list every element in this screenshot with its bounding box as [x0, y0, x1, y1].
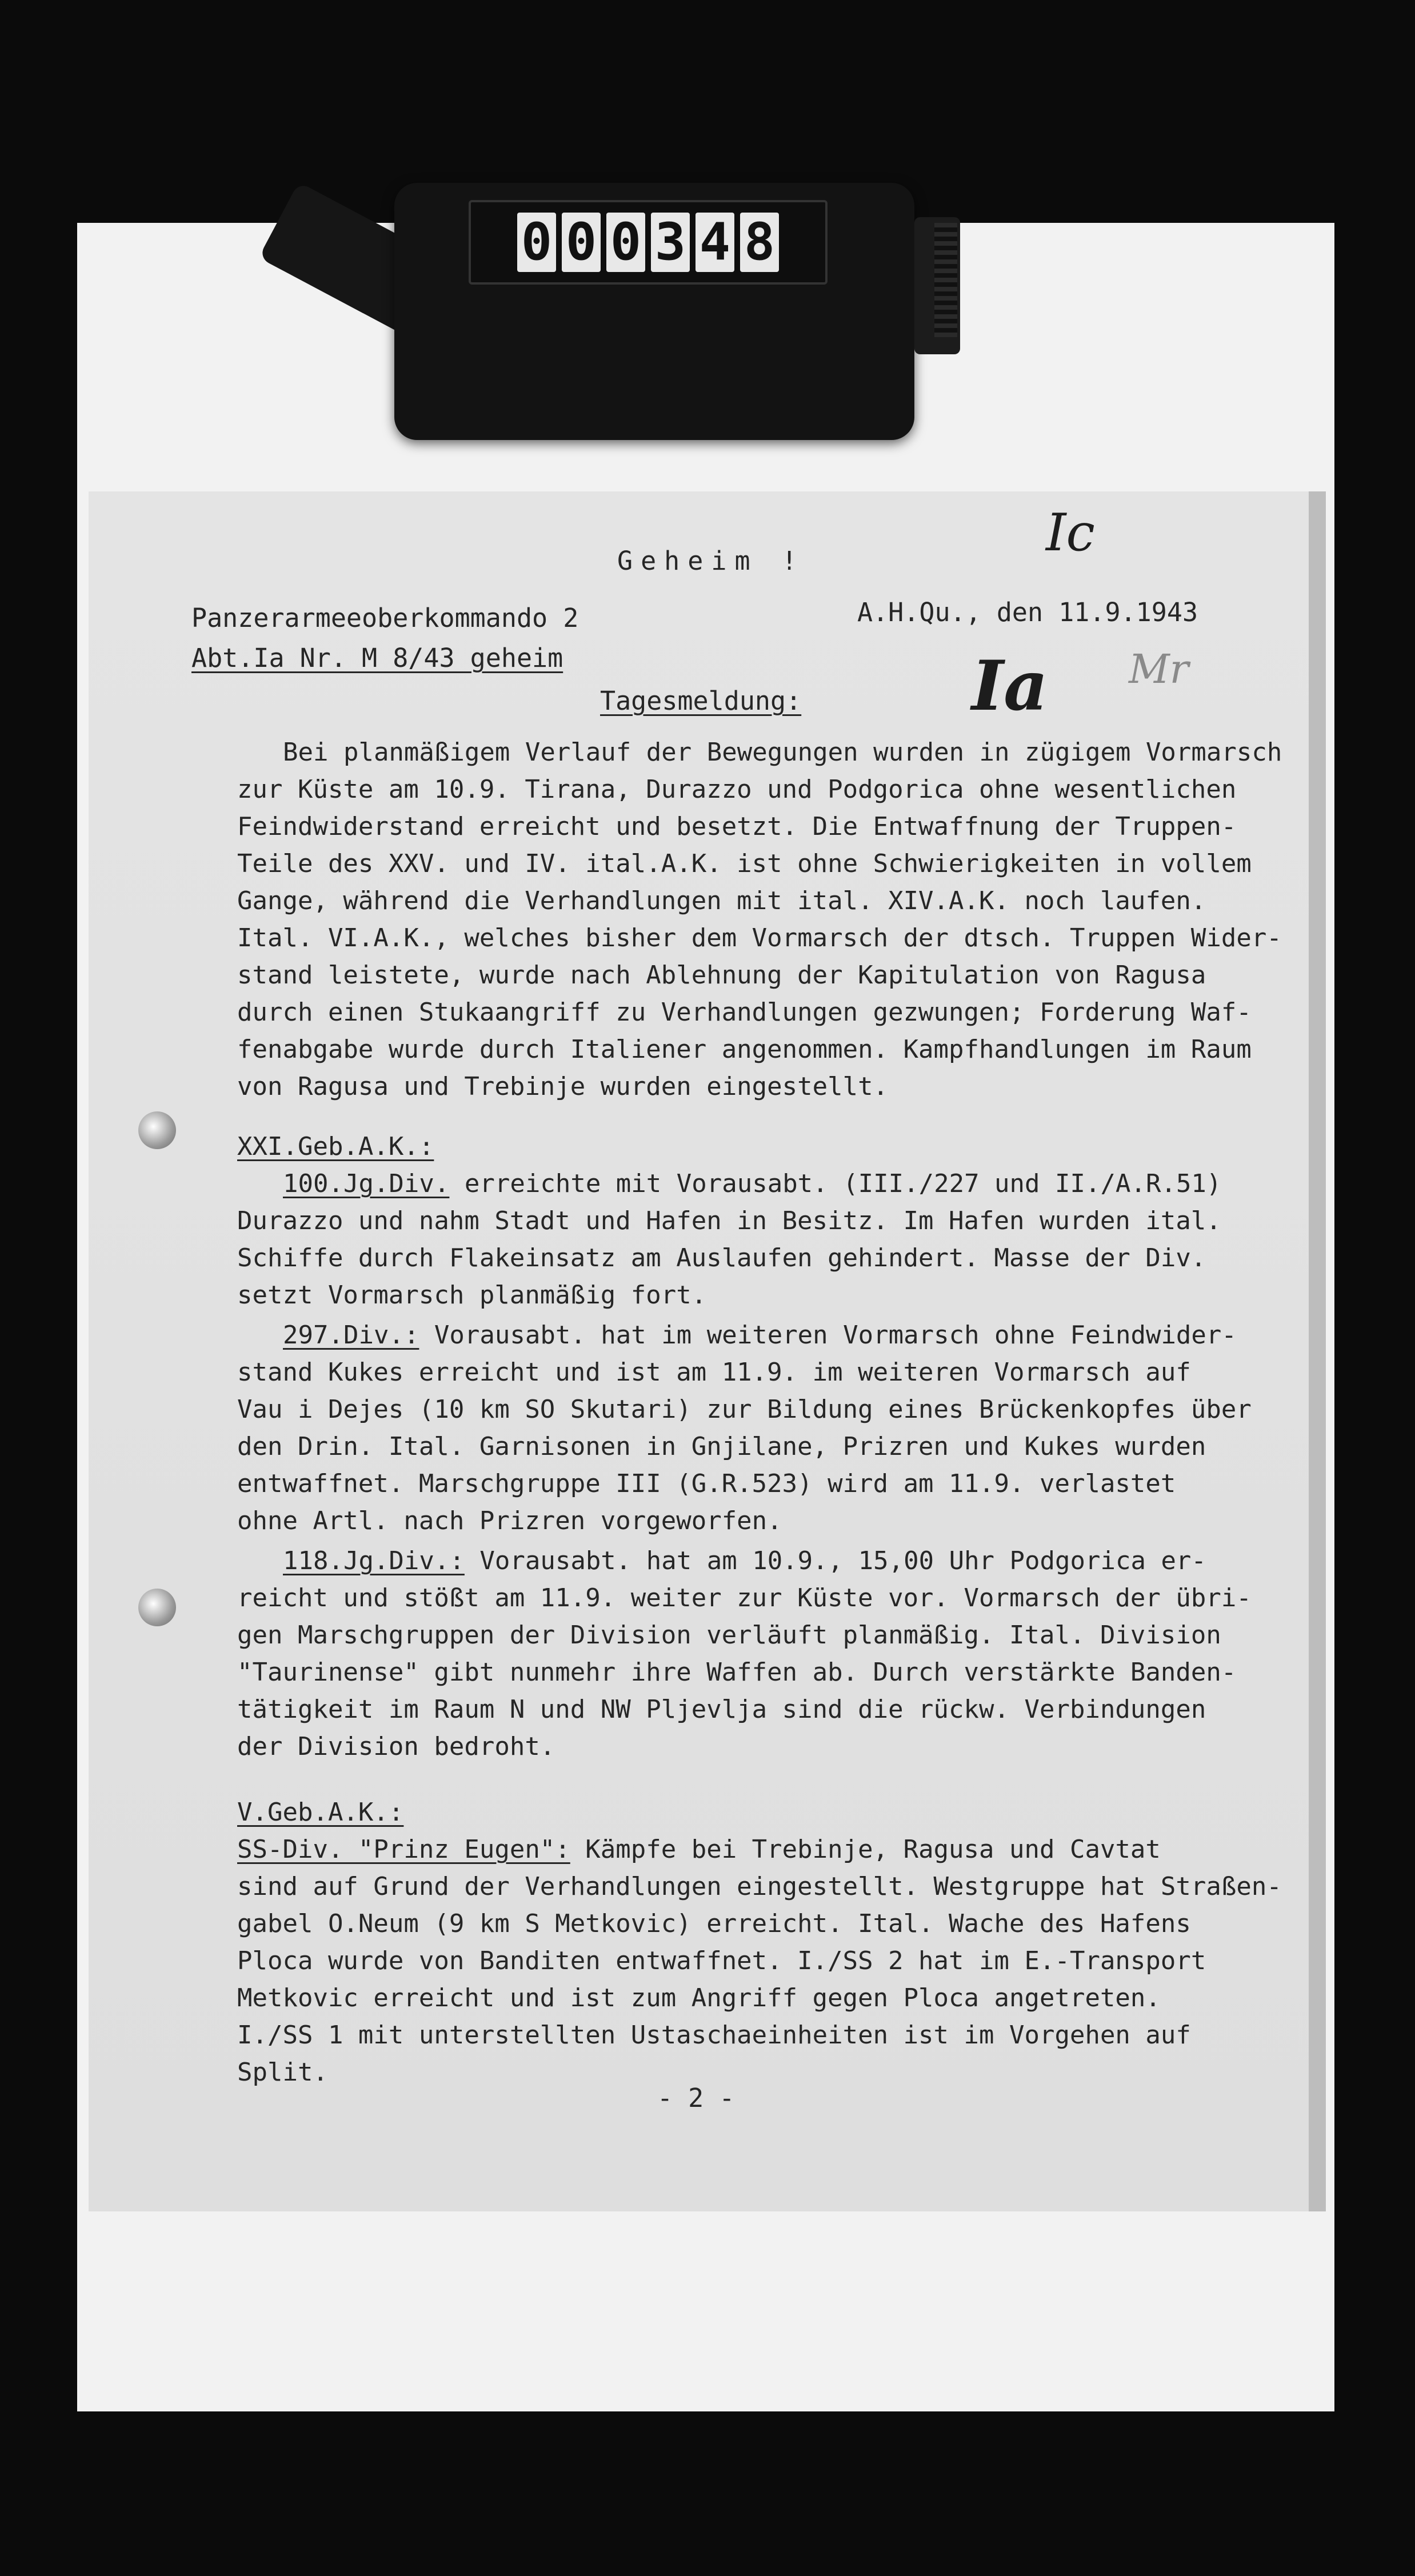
text-line: I./SS 1 mit unterstellten Ustaschaeinheiten ist im Vorgehen auf [237, 2021, 1191, 2050]
text-line: Ploca wurde von Banditen entwaffnet. I./SS 2 hat im E.-Transport [237, 1946, 1206, 1975]
text-line [283, 1317, 1237, 1354]
punch-hole [138, 1111, 176, 1149]
text-line: gabel O.Neum (9 km S Metkovic) erreicht. Ital. Wache des Hafens [237, 1909, 1191, 1938]
counter-digit: 0 [562, 213, 601, 272]
text-line: ohne Artl. nach Prizren vorgeworfen. [237, 1506, 782, 1535]
text-line: Ital. VI.A.K., welches bisher dem Vormarsch der dtsch. Truppen Wider- [237, 923, 1282, 953]
sender: Panzerarmeeoberkommando 2 [191, 603, 579, 633]
text-line: den Drin. Ital. Garnisonen in Gnjilane, Prizren und Kukes wurden [237, 1432, 1206, 1461]
text-line: Bei planmäßigem Verlauf der Bewegungen wurden in zügigem Vormarsch [283, 738, 1282, 767]
division-label: 297.Div.: [283, 1321, 419, 1350]
division-label: SS-Div. "Prinz Eugen": [237, 1835, 570, 1864]
counter-window [469, 200, 828, 285]
reference-number: Abt.Ia Nr. M 8/43 geheim [191, 643, 563, 673]
text-line: zur Küste am 10.9. Tirana, Durazzo und Podgorica ohne wesentlichen [237, 775, 1237, 804]
handwritten-ic: Ic [1046, 503, 1095, 563]
counter-digit: 3 [651, 213, 690, 272]
text-span: erreichte mit Vorausabt. (III./227 und II./A.R.51) [449, 1169, 1222, 1198]
punch-hole [138, 1589, 176, 1626]
handwritten-initials: Ia [972, 646, 1048, 726]
text-line: sind auf Grund der Verhandlungen eingestellt. Westgruppe hat Straßen- [237, 1872, 1282, 1901]
classification-stamp: Geheim ! [617, 546, 805, 576]
faint-mark: Mr [1129, 646, 1189, 693]
document-title: Tagesmeldung: [600, 686, 802, 716]
text-line: tätigkeit im Raum N und NW Pljevlja sind die rückw. Verbindungen [237, 1695, 1206, 1724]
text-line: stand Kukes erreicht und ist am 11.9. im weiteren Vormarsch auf [237, 1358, 1191, 1387]
division-label: 100.Jg.Div. [283, 1169, 450, 1198]
text-line: Metkovic erreicht und ist zum Angriff gegen Ploca angetreten. [237, 1983, 1161, 2013]
text-span: Kämpfe bei Trebinje, Ragusa und Cavtat [570, 1835, 1161, 1864]
text-line: stand leistete, wurde nach Ablehnung der Kapitulation von Ragusa [237, 961, 1206, 990]
text-line: fenabgabe wurde durch Italiener angenommen. Kampfhandlungen im Raum [237, 1035, 1252, 1064]
text-line: durch einen Stukaangriff zu Verhandlungen gezwungen; Forderung Waf- [237, 998, 1252, 1027]
text-line: Gange, während die Verhandlungen mit ital. XIV.A.K. noch laufen. [237, 886, 1206, 915]
counter-digit: 0 [517, 213, 556, 272]
text-line: Teile des XXV. und IV. ital.A.K. ist ohne Schwierigkeiten in vollem [237, 849, 1252, 878]
text-line: reicht und stößt am 11.9. weiter zur Küste vor. Vormarsch der übri- [237, 1583, 1252, 1613]
counter-digit: 4 [695, 213, 734, 272]
text-line [283, 1166, 1221, 1202]
text-line [283, 1543, 1206, 1579]
text-line: gen Marschgruppen der Division verläuft planmäßig. Ital. Division [237, 1621, 1221, 1650]
text-line: Feindwiderstand erreicht und besetzt. Die Entwaffnung der Truppen- [237, 812, 1237, 841]
counter-digit: 0 [606, 213, 645, 272]
text-line [237, 1831, 1161, 1868]
text-line: der Division bedroht. [237, 1732, 555, 1761]
counter-stem [934, 223, 957, 337]
corps-heading: XXI.Geb.A.K.: [237, 1132, 434, 1161]
text-line: Split. [237, 2058, 328, 2087]
text-line: Schiffe durch Flakeinsatz am Auslaufen gehindert. Masse der Div. [237, 1243, 1206, 1273]
place-date: A.H.Qu., den 11.9.1943 [857, 597, 1198, 627]
page-marker: - 2 - [657, 2083, 735, 2113]
counter-digit: 8 [740, 213, 779, 272]
text-line: entwaffnet. Marschgruppe III (G.R.523) wird am 11.9. verlastet [237, 1469, 1176, 1498]
text-span: Vorausabt. hat am 10.9., 15,00 Uhr Podgorica er- [464, 1546, 1206, 1575]
text-line: Vau i Dejes (10 km SO Skutari) zur Bildung eines Brückenkopfes über [237, 1395, 1252, 1424]
corps-heading: V.Geb.A.K.: [237, 1798, 404, 1827]
text-line: Durazzo und nahm Stadt und Hafen in Besitz. Im Hafen wurden ital. [237, 1206, 1221, 1235]
text-line: setzt Vormarsch planmäßig fort. [237, 1281, 707, 1310]
division-label: 118.Jg.Div.: [283, 1546, 465, 1575]
text-span: Vorausabt. hat im weiteren Vormarsch ohne Feindwider- [419, 1321, 1237, 1350]
text-line: "Taurinense" gibt nunmehr ihre Waffen ab. Durch verstärkte Banden- [237, 1658, 1237, 1687]
page-edge [1309, 491, 1326, 2211]
text-line: von Ragusa und Trebinje wurden eingestellt. [237, 1072, 889, 1101]
